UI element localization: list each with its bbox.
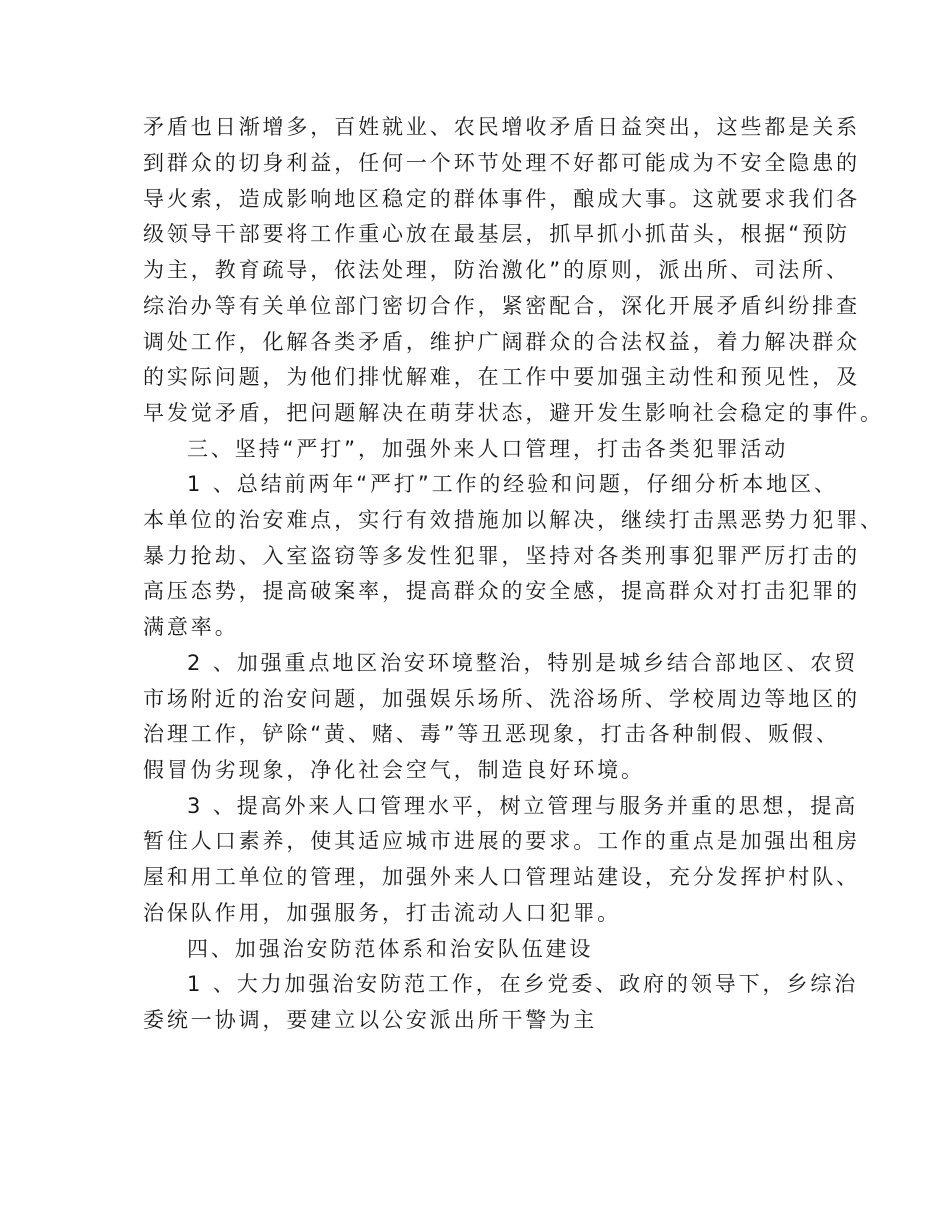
text-line: 本单位的治安难点，实行有效措施加以解决，继续打击黑恶势力犯罪、 xyxy=(143,508,884,532)
text-line: 治理工作，铲除“黄、赌、毒”等丑恶现象，打击各种制假、贩假、 xyxy=(143,722,840,746)
text-line: 高压态势，提高破案率，提高群众的安全感，提高群众对打击犯罪的 xyxy=(143,579,860,603)
text-line: 1 、大力加强治安防范工作，在乡党委、政府的领导下，乡综治 xyxy=(187,972,859,996)
text-line: 调处工作，化解各类矛盾，维护广阔群众的合法权益，着力解决群众 xyxy=(143,330,860,354)
section-heading: 四、加强治安防范体系和治安队伍建设 xyxy=(187,937,594,961)
text-line: 早发觉矛盾，把问题解决在萌芽状态，避开发生影响社会稳定的事件。 xyxy=(143,401,884,425)
text-line: 综治办等有关单位部门密切合作，紧密配合，深化开展矛盾纠纷排查 xyxy=(143,294,860,318)
text-line: 屋和用工单位的管理，加强外来人口管理站建设，充分发挥护村队、 xyxy=(143,865,860,889)
text-line: 1 、总结前两年“严打”工作的经验和问题，仔细分析本地区、 xyxy=(187,472,838,496)
text-line: 为主，教育疏导，依法处理，防治激化”的原则，派出所、司法所、 xyxy=(143,258,850,282)
text-line: 的实际问题，为他们排忧解难，在工作中要加强主动性和预见性，及 xyxy=(143,365,860,389)
text-line: 导火索，造成影响地区稳定的群体事件，酿成大事。这就要求我们各 xyxy=(143,187,860,211)
text-line: 到群众的切身利益，任何一个环节处理不好都可能成为不安全隐患的 xyxy=(143,151,860,175)
text-line: 假冒伪劣现象，净化社会空气，制造良好环境。 xyxy=(143,758,645,782)
text-line: 矛盾也日渐增多，百姓就业、农民增收矛盾日益突出，这些都是关系 xyxy=(143,115,860,139)
text-line: 暂住人口素养，使其适应城市进展的要求。工作的重点是加强出租房 xyxy=(143,829,860,853)
text-line: 暴力抢劫、入室盗窃等多发性犯罪，坚持对各类刑事犯罪严厉打击的 xyxy=(143,544,860,568)
section-heading: 三、坚持“严打”，加强外来人口管理，打击各类犯罪活动 xyxy=(187,437,789,461)
text-line: 市场附近的治安问题，加强娱乐场所、洗浴场所、学校周边等地区的 xyxy=(143,687,860,711)
text-line: 委统一协调，要建立以公安派出所干警为主 xyxy=(143,1008,598,1032)
text-line: 2 、加强重点地区治安环境整治，特别是城乡结合部地区、农贸 xyxy=(187,651,859,675)
text-line: 治保队作用，加强服务，打击流动人口犯罪。 xyxy=(143,901,621,925)
text-line: 满意率。 xyxy=(143,615,239,639)
text-line: 3 、提高外来人口管理水平，树立管理与服务并重的思想，提高 xyxy=(187,794,859,818)
text-line: 级领导干部要将工作重心放在最基层，抓早抓小抓苗头，根据“预防 xyxy=(143,222,850,246)
